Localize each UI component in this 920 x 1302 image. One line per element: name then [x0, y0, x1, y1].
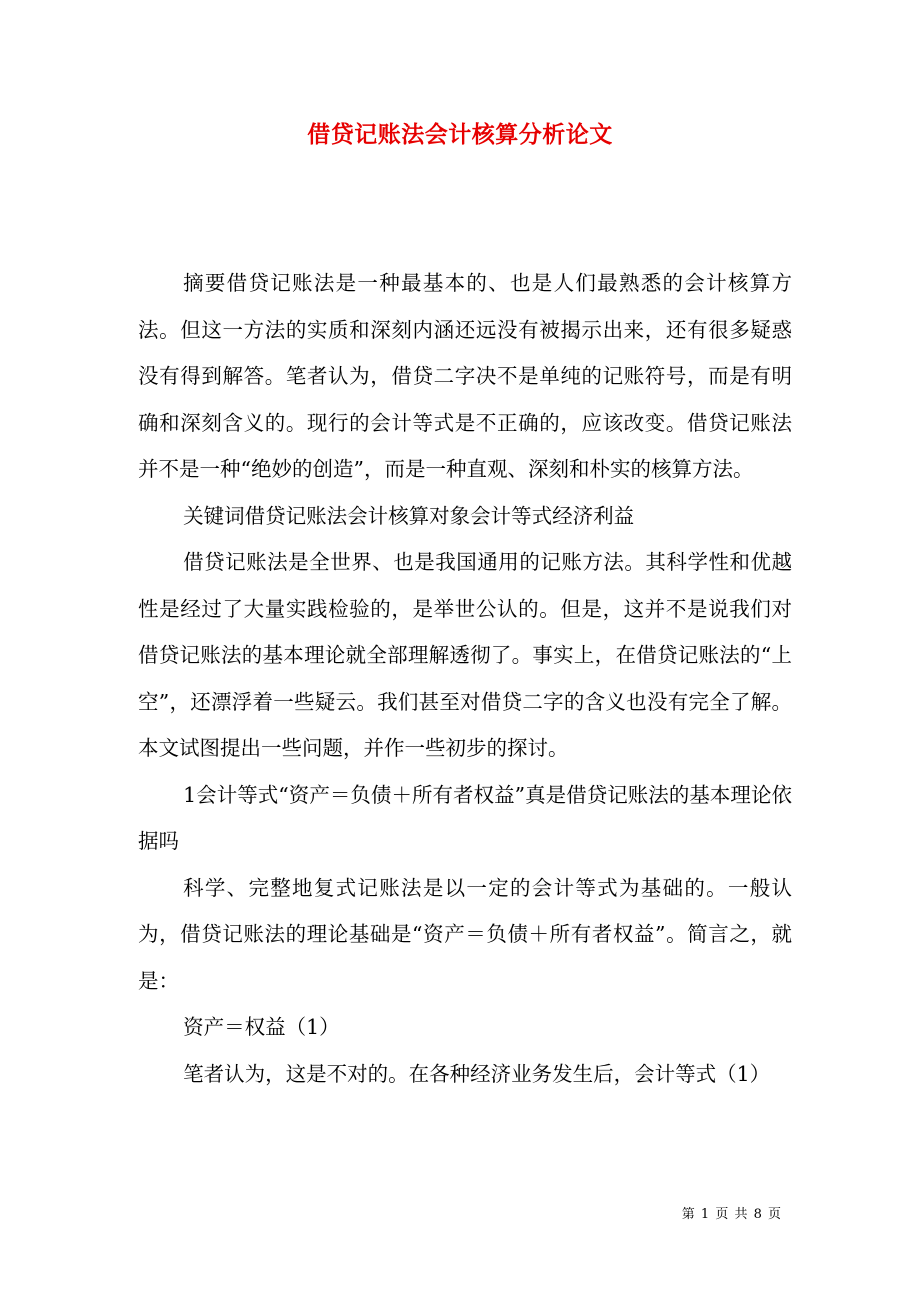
- intro-paragraph: 借贷记账法是全世界、也是我国通用的记账方法。其科学性和优越性是经过了大量实践检验的，是举世公认的。但是，这并不是说我们对借贷记账法的基本理论就全部理解透彻了。事实上，在借贷记账法的“上空”，还漂浮着一些疑云。我们甚至对借贷二字的含义也没有完全了解。本文试图提出一些问题，并作一些初步的探讨。: [138, 550, 792, 760]
- section-heading-1: 1会计等式“资产＝负债＋所有者权益”真是借贷记账法的基本理论依据吗: [138, 782, 792, 853]
- body-paragraph: 笔者认为，这是不对的。在各种经济业务发生后，会计等式（1）: [183, 1061, 771, 1086]
- abstract-paragraph: 摘要借贷记账法是一种最基本的、也是人们最熟悉的会计核算方法。但这一方法的实质和深刻内涵还远没有被揭示出来，还有很多疑惑没有得到解答。笔者认为，借贷二字决不是单纯的记账符号，而是有明确和深刻含义的。现行的会计等式是不正确的，应该改变。借贷记账法并不是一种“绝妙的创造”，而是一种直观、深刻和朴实的核算方法。: [138, 271, 792, 481]
- keywords-paragraph: 关键词借贷记账法会计核算对象会计等式经济利益: [183, 503, 635, 528]
- document-body: [138, 260, 792, 1097]
- page-number-footer: 第 1 页 共 8 页: [681, 1207, 782, 1222]
- document-title: 借贷记账法会计核算分析论文: [307, 121, 613, 148]
- equation-line: 资产＝权益（1）: [183, 1015, 340, 1039]
- body-paragraph: 科学、完整地复式记账法是以一定的会计等式为基础的。一般认为，借贷记账法的理论基础是“资产＝负债＋所有者权益”。简言之，就是：: [138, 875, 792, 993]
